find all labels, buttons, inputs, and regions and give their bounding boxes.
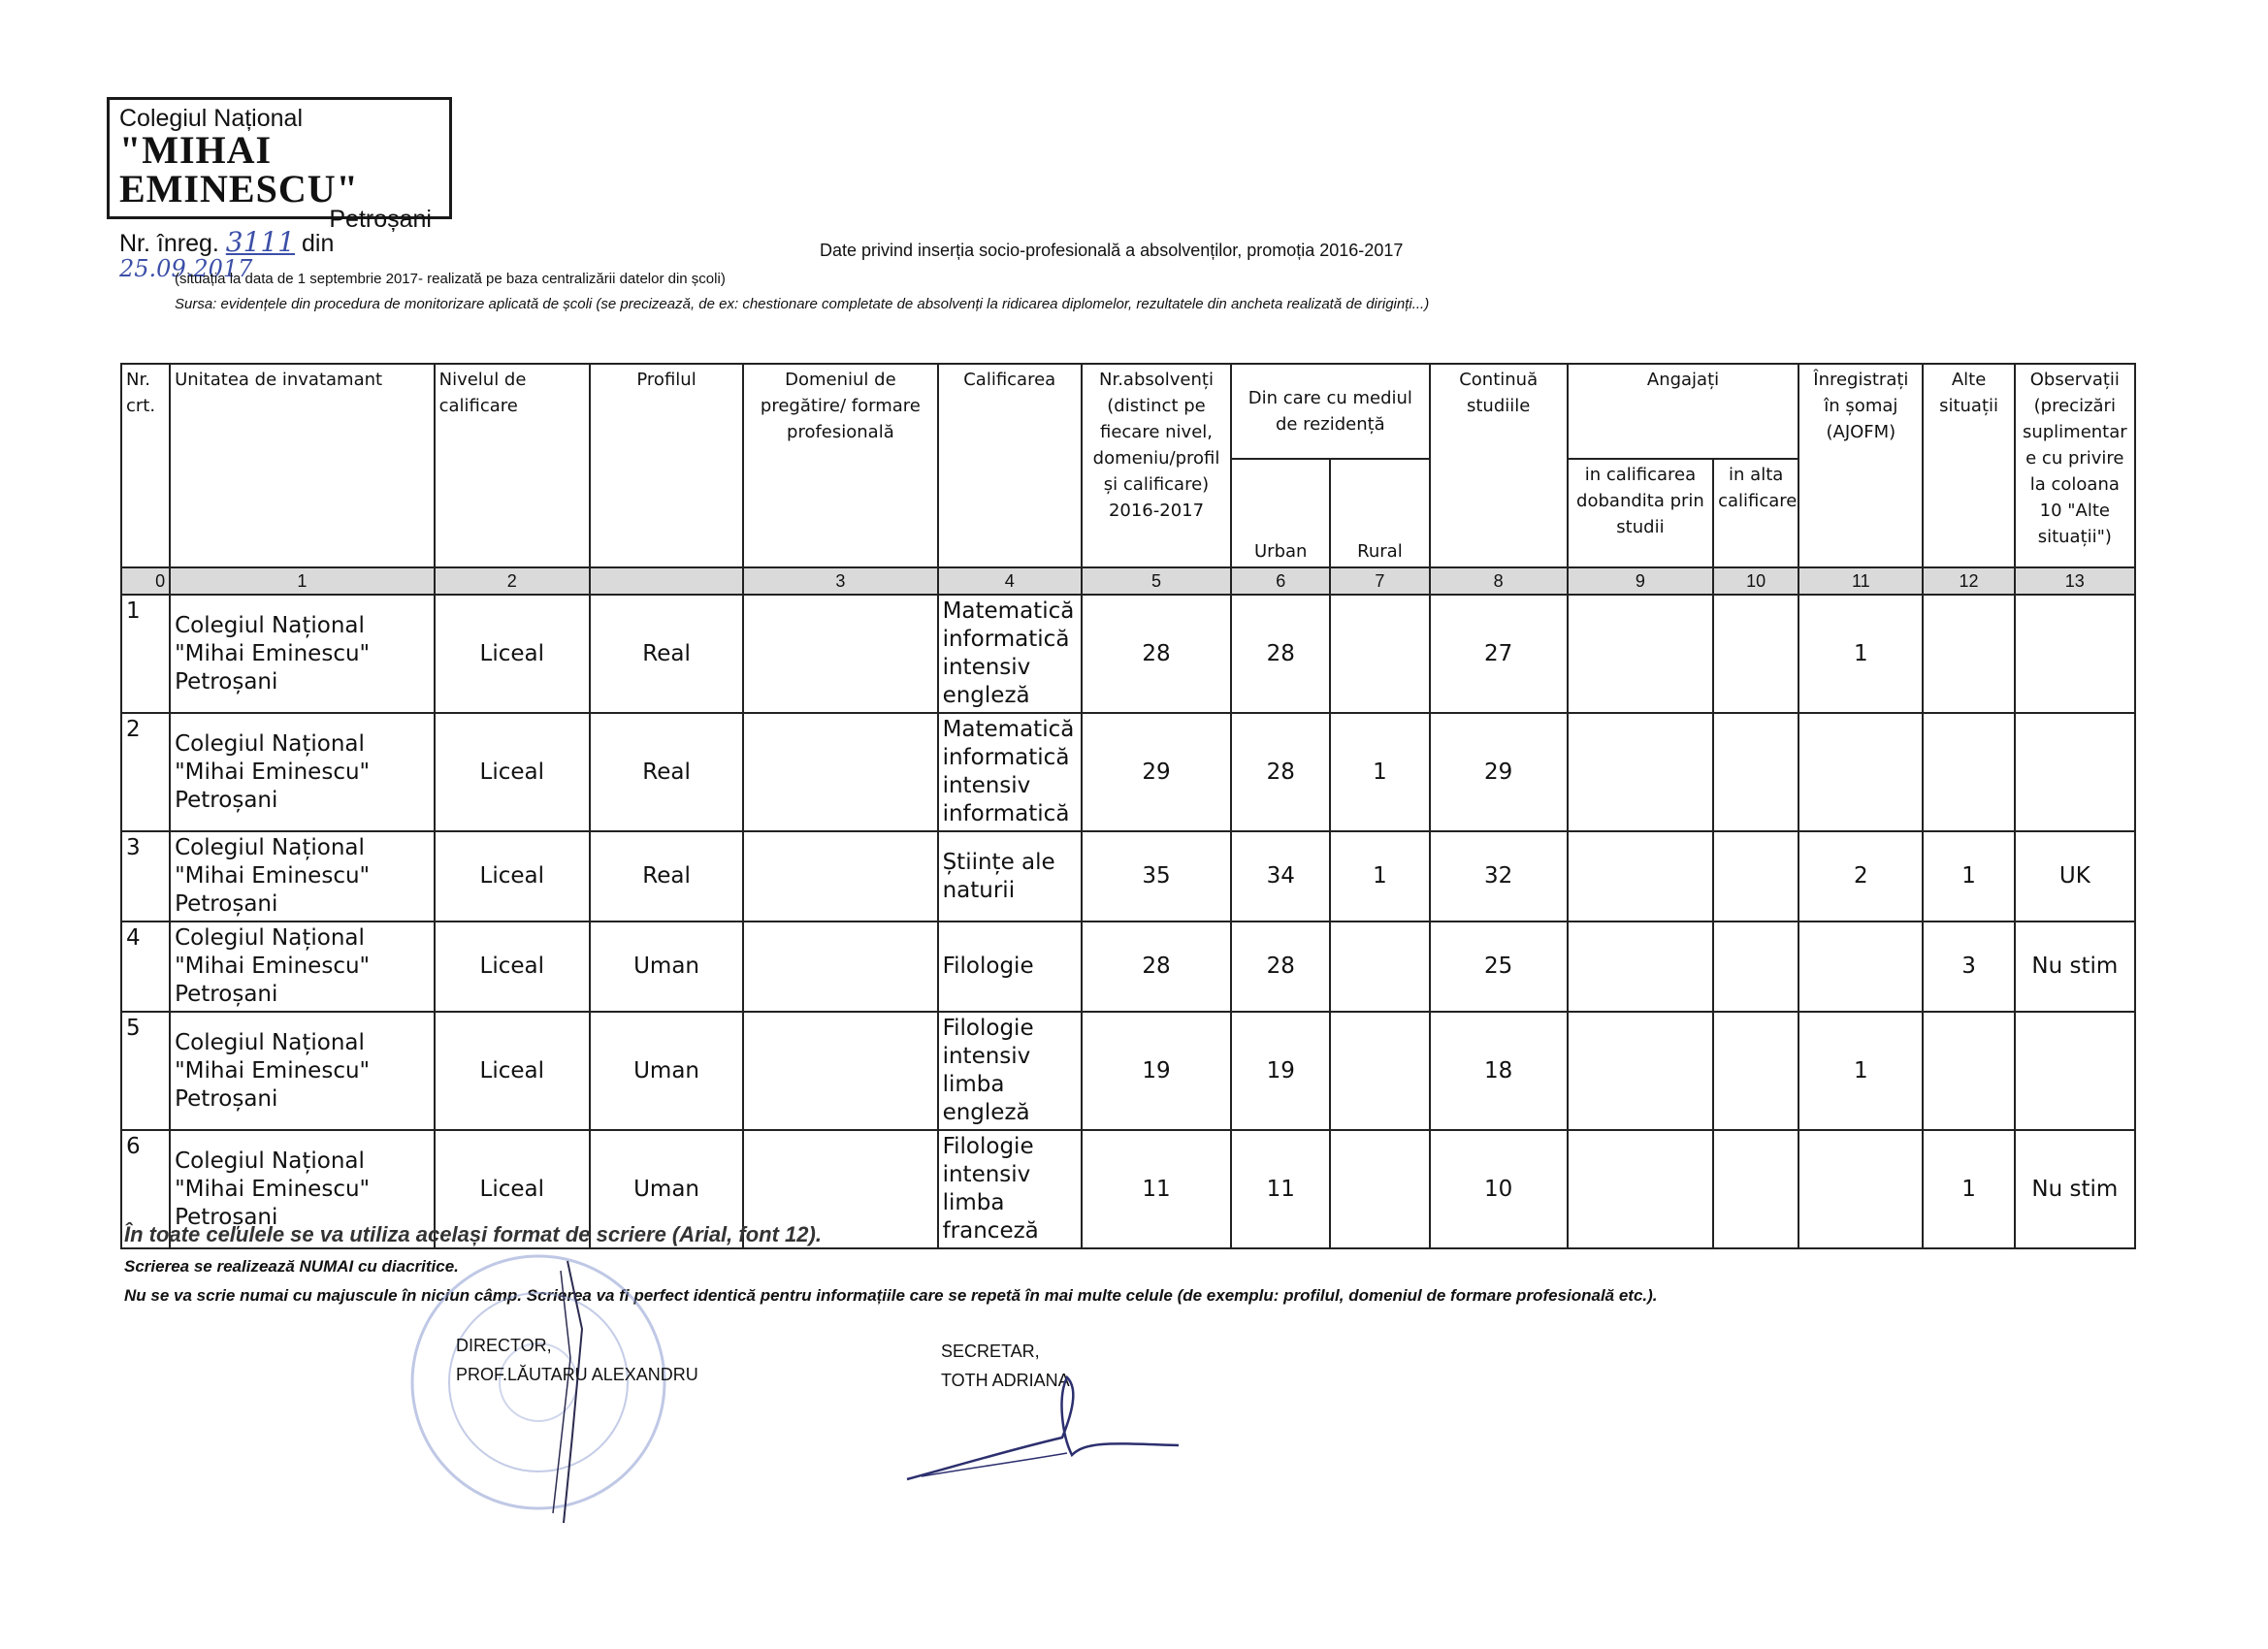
col-number: 4	[938, 567, 1082, 595]
header-continua: Continuă studiile	[1430, 364, 1568, 567]
header-unitate: Unitatea de invatamant	[170, 364, 435, 567]
table-body	[121, 595, 2135, 1248]
cell-domeniu	[743, 922, 937, 1012]
document-title: Date privind inserția socio-profesională a absolvenților, promoția 2016-2017	[820, 241, 1404, 260]
col-number: 3	[743, 567, 937, 595]
cell-ang-cal	[1568, 713, 1713, 831]
cell-unitate: Colegiul Național "Mihai Eminescu" Petroșani	[170, 831, 435, 922]
cell-continua: 25	[1430, 922, 1568, 1012]
col-number: 1	[170, 567, 435, 595]
cell-obs: Nu stim	[2015, 1130, 2135, 1248]
cell-rural: 1	[1330, 713, 1429, 831]
col-number: 9	[1568, 567, 1713, 595]
col-number: 5	[1082, 567, 1231, 595]
stamp-line-1: Colegiul Național	[119, 105, 304, 132]
cell-absolventi: 35	[1082, 831, 1231, 922]
cell-profil: Uman	[590, 922, 743, 1012]
cell-nivel: Liceal	[435, 922, 590, 1012]
column-number-row	[121, 567, 2135, 595]
cell-domeniu	[743, 831, 937, 922]
cell-continua: 18	[1430, 1012, 1568, 1130]
cell-continua: 32	[1430, 831, 1568, 922]
cell-calificare: Filologie intensiv limba franceză	[938, 1130, 1082, 1248]
cell-nivel: Liceal	[435, 713, 590, 831]
cell-urban: 19	[1231, 1012, 1330, 1130]
secretar-signature-icon	[902, 1368, 1193, 1494]
cell-nr: 6	[121, 1130, 170, 1248]
col-number: 8	[1430, 567, 1568, 595]
cell-obs	[2015, 1012, 2135, 1130]
cell-somaj: 2	[1798, 831, 1923, 922]
col-number	[590, 567, 743, 595]
cell-continua: 27	[1430, 595, 1568, 713]
cell-alte	[1923, 713, 2014, 831]
cell-absolventi: 19	[1082, 1012, 1231, 1130]
table-row	[121, 1012, 2135, 1130]
stamp-nr-label: Nr. înreg.	[119, 230, 219, 257]
cell-nivel: Liceal	[435, 1012, 590, 1130]
header-calificare: Calificarea	[938, 364, 1082, 567]
cell-obs	[2015, 595, 2135, 713]
col-number: 6	[1231, 567, 1330, 595]
cell-continua: 29	[1430, 713, 1568, 831]
cell-profil: Real	[590, 831, 743, 922]
cell-rural	[1330, 922, 1429, 1012]
cell-alte	[1923, 595, 2014, 713]
header-mediu: Din care cu mediul de rezidență	[1231, 364, 1429, 459]
director-signature-block	[456, 1331, 698, 1389]
cell-ang-alta	[1713, 595, 1798, 713]
col-number: 11	[1798, 567, 1923, 595]
table-row	[121, 831, 2135, 922]
col-number: 7	[1330, 567, 1429, 595]
footnote-format: În toate celulele se va utiliza același format de scriere (Arial, font 12).	[124, 1222, 822, 1246]
header-absolventi: Nr.absolvenți (distinct pe fiecare nivel, domeniu/profil și calificare) 2016-2017	[1082, 364, 1231, 567]
cell-rural: 1	[1330, 831, 1429, 922]
cell-ang-cal	[1568, 922, 1713, 1012]
cell-urban: 28	[1231, 595, 1330, 713]
col-number: 13	[2015, 567, 2135, 595]
cell-alte: 3	[1923, 922, 2014, 1012]
cell-ang-alta	[1713, 713, 1798, 831]
table-row	[121, 595, 2135, 713]
col-number: 12	[1923, 567, 2014, 595]
cell-nr: 3	[121, 831, 170, 922]
document-subtitle: (situația la data de 1 septembrie 2017- realizată pe baza centralizării datelor din școli)	[175, 271, 726, 287]
cell-somaj	[1798, 713, 1923, 831]
cell-unitate: Colegiul Național "Mihai Eminescu" Petroșani	[170, 1130, 435, 1248]
header-nivel: Nivelul de calificare	[435, 364, 590, 567]
cell-nr: 5	[121, 1012, 170, 1130]
header-domeniu: Domeniul de pregătire/ formare profesională	[743, 364, 937, 567]
col-number: 2	[435, 567, 590, 595]
cell-alte: 1	[1923, 831, 2014, 922]
cell-domeniu	[743, 713, 937, 831]
cell-nr: 1	[121, 595, 170, 713]
registration-stamp	[107, 97, 452, 282]
table-row	[121, 922, 2135, 1012]
stamp-city: Petroșani	[329, 206, 432, 233]
cell-urban: 11	[1231, 1130, 1330, 1248]
cell-domeniu	[743, 595, 937, 713]
header-angajati: Angajați	[1568, 364, 1798, 459]
cell-profil: Uman	[590, 1130, 743, 1248]
cell-calificare: Matematică informatică intensiv informatică	[938, 713, 1082, 831]
cell-absolventi: 28	[1082, 922, 1231, 1012]
cell-absolventi: 11	[1082, 1130, 1231, 1248]
header-profil: Profilul	[590, 364, 743, 567]
cell-alte	[1923, 1012, 2014, 1130]
cell-calificare: Filologie intensiv limba engleză	[938, 1012, 1082, 1130]
cell-nivel: Liceal	[435, 831, 590, 922]
cell-continua: 10	[1430, 1130, 1568, 1248]
stamp-school-name: "MIHAI EMINESCU"	[119, 128, 359, 210]
stamp-din-label: din	[302, 230, 335, 257]
cell-calificare: Științe ale naturii	[938, 831, 1082, 922]
table-row	[121, 713, 2135, 831]
cell-unitate: Colegiul Național "Mihai Eminescu" Petroșani	[170, 1012, 435, 1130]
cell-obs: Nu stim	[2015, 922, 2135, 1012]
cell-alte: 1	[1923, 1130, 2014, 1248]
cell-obs: UK	[2015, 831, 2135, 922]
cell-rural	[1330, 1012, 1429, 1130]
document-source: Sursa: evidențele din procedura de monitorizare aplicată de școli (se precizează, de ex: chestionare completate de absolvenți la ridicarea diplomelor, rezultatele din ancheta realizată de diriginți...)	[175, 296, 1430, 312]
cell-somaj	[1798, 1130, 1923, 1248]
header-somaj: Înregistrați în șomaj (AJOFM)	[1798, 364, 1923, 567]
cell-unitate: Colegiul Național "Mihai Eminescu" Petroșani	[170, 713, 435, 831]
cell-ang-cal	[1568, 1130, 1713, 1248]
footnote-capitals: Nu se va scrie numai cu majuscule în niciun câmp. Scrierea va fi perfect identică pentru informațiile care se repetă în mai multe celule (de exemplu: profilul, domeniul de formare profesională etc.).	[124, 1286, 1658, 1305]
stamp-din-value: 25.09.2017	[119, 255, 253, 282]
director-role: DIRECTOR,	[456, 1336, 552, 1355]
insertion-table	[120, 363, 2136, 1249]
header-alta-calificare: in alta calificare	[1713, 459, 1798, 567]
cell-urban: 28	[1231, 713, 1330, 831]
cell-ang-cal	[1568, 831, 1713, 922]
cell-absolventi: 29	[1082, 713, 1231, 831]
cell-somaj: 1	[1798, 595, 1923, 713]
cell-ang-cal	[1568, 1012, 1713, 1130]
cell-urban: 34	[1231, 831, 1330, 922]
cell-profil: Uman	[590, 1012, 743, 1130]
header-rural: Rural	[1330, 459, 1429, 567]
cell-rural	[1330, 595, 1429, 713]
cell-ang-alta	[1713, 922, 1798, 1012]
header-alte: Alte situații	[1923, 364, 2014, 567]
col-number: 10	[1713, 567, 1798, 595]
cell-profil: Real	[590, 595, 743, 713]
cell-obs	[2015, 713, 2135, 831]
cell-calificare: Filologie	[938, 922, 1082, 1012]
cell-nr: 4	[121, 922, 170, 1012]
cell-rural	[1330, 1130, 1429, 1248]
header-nr: Nr. crt.	[121, 364, 170, 567]
secretar-name: TOTH ADRIANA	[941, 1371, 1070, 1390]
cell-ang-alta	[1713, 1012, 1798, 1130]
cell-somaj	[1798, 922, 1923, 1012]
footnote-diacritics: Scrierea se realizează NUMAI cu diacritice.	[124, 1257, 459, 1276]
header-observatii: Observații (precizări suplimentar e cu privire la coloana 10 "Alte situații")	[2015, 364, 2135, 567]
cell-urban: 28	[1231, 922, 1330, 1012]
cell-nivel: Liceal	[435, 1130, 590, 1248]
col-number: 0	[121, 567, 170, 595]
cell-absolventi: 28	[1082, 595, 1231, 713]
cell-unitate: Colegiul Național "Mihai Eminescu" Petroșani	[170, 595, 435, 713]
header-urban: Urban	[1231, 459, 1330, 567]
cell-domeniu	[743, 1012, 937, 1130]
cell-somaj: 1	[1798, 1012, 1923, 1130]
cell-ang-alta	[1713, 1130, 1798, 1248]
cell-nr: 2	[121, 713, 170, 831]
cell-nivel: Liceal	[435, 595, 590, 713]
cell-unitate: Colegiul Național "Mihai Eminescu" Petroșani	[170, 922, 435, 1012]
cell-calificare: Matematică informatică intensiv engleză	[938, 595, 1082, 713]
cell-ang-cal	[1568, 595, 1713, 713]
director-name: PROF.LĂUTARU ALEXANDRU	[456, 1365, 698, 1384]
secretar-role: SECRETAR,	[941, 1342, 1040, 1361]
cell-ang-alta	[1713, 831, 1798, 922]
header-in-calificare: in calificarea dobandita prin studii	[1568, 459, 1713, 567]
stamp-nr-value: 3111	[225, 226, 296, 258]
cell-profil: Real	[590, 713, 743, 831]
